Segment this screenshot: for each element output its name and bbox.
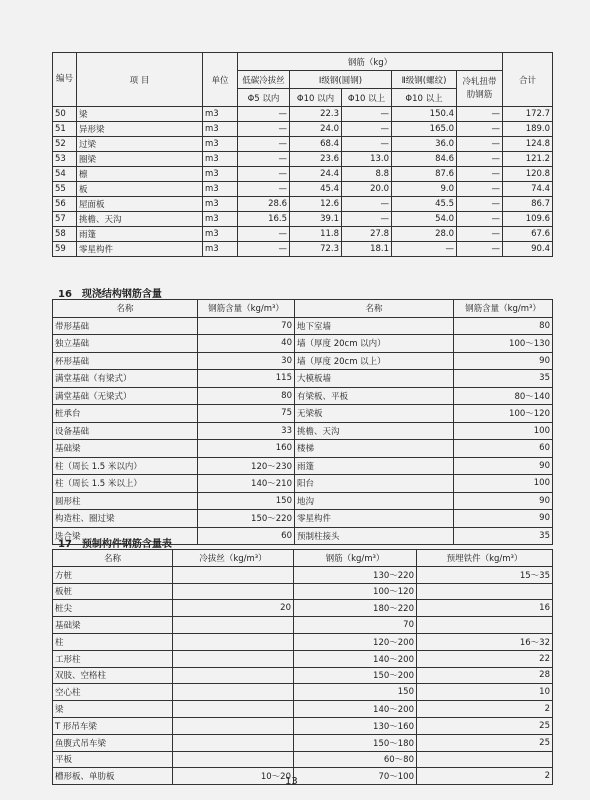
sub-header-phi10-above: Φ10 以上: [342, 89, 392, 107]
table-cell: 35: [454, 527, 553, 545]
table-cell: 槽形板、单肋板: [53, 768, 173, 785]
table-cell: 10: [417, 684, 553, 701]
table-cell: —: [457, 167, 503, 182]
table-cell: 地沟: [295, 492, 454, 510]
table-cell: 过梁: [77, 137, 203, 152]
table-cell: —: [342, 122, 392, 137]
col-header-cold-drawn: 冷拔丝（kg/m³）: [173, 550, 294, 567]
table-cell: 140～210: [198, 475, 295, 493]
table-cell: 58: [53, 227, 77, 242]
table-cell: 2: [417, 768, 553, 785]
table-row: [53, 152, 553, 167]
table-cell: [417, 751, 553, 768]
table-cell: —: [457, 107, 503, 122]
table-cell: 选合梁: [53, 527, 198, 545]
table-cell: 异形梁: [77, 122, 203, 137]
table-cell: 150.4: [392, 107, 457, 122]
table-cell: 阳台: [295, 475, 454, 493]
table-cell: —: [457, 137, 503, 152]
table-cell: 189.0: [503, 122, 553, 137]
table-cell: 楼梯: [295, 440, 454, 458]
col-header-no: 编号: [53, 53, 77, 107]
table-cell: 120.8: [503, 167, 553, 182]
table-cell: 挑檐、天沟: [295, 422, 454, 440]
table-cell: 56: [53, 197, 77, 212]
table-cell: 45.4: [290, 182, 342, 197]
table-cell: 121.2: [503, 152, 553, 167]
table-cell: 鱼腹式吊车梁: [53, 734, 173, 751]
table-cell: 零星构件: [295, 510, 454, 528]
table-cell: 基础梁: [53, 440, 198, 458]
table-cell: 雨篷: [77, 227, 203, 242]
table-cell: —: [457, 212, 503, 227]
col-header-rebar-content: 钢筋含量（kg/m³）: [198, 300, 295, 318]
table-cell: [173, 734, 294, 751]
table-cell: —: [238, 122, 290, 137]
table-cell: —: [457, 182, 503, 197]
table-cell: 35: [454, 370, 553, 388]
table-cell: 72.3: [290, 242, 342, 257]
table-cell: m3: [203, 227, 238, 242]
table-cell: 180～220: [294, 600, 417, 617]
table-cell: [173, 633, 294, 650]
table-cell: 墙（厚度 20cm 以内）: [295, 335, 454, 353]
table-cell: [173, 701, 294, 718]
table-row: [53, 317, 553, 335]
table-row: [53, 650, 553, 667]
table-cell: —: [238, 107, 290, 122]
table-row: [53, 387, 553, 405]
table-cell: 桩承台: [53, 405, 198, 423]
table-cell: 8.8: [342, 167, 392, 182]
table-cell: 雨篷: [295, 457, 454, 475]
table-cell: 无梁板: [295, 405, 454, 423]
col-header-item: 项 目: [77, 53, 203, 107]
table-cell: 60: [454, 440, 553, 458]
table-cell: 预制柱接头: [295, 527, 454, 545]
table-cell: [173, 617, 294, 634]
table-cell: 100: [454, 422, 553, 440]
table-cell: 空心柱: [53, 684, 173, 701]
table-cell: 115: [198, 370, 295, 388]
table-cell: —: [342, 197, 392, 212]
sub-header-phi5: Φ5 以内: [238, 89, 290, 107]
table-cell: 10～20: [173, 768, 294, 785]
table-cell: 68.4: [290, 137, 342, 152]
table-cell: [417, 617, 553, 634]
page-number: 13: [285, 776, 298, 787]
table-cell: —: [342, 107, 392, 122]
table-cell: 100～120: [454, 405, 553, 423]
table-cell: 9.0: [392, 182, 457, 197]
table-row: [53, 633, 553, 650]
table-cell: 独立基础: [53, 335, 198, 353]
table-cell: —: [238, 137, 290, 152]
table-cell: 工形柱: [53, 650, 173, 667]
table-row: [53, 242, 553, 257]
table-cell: 檩: [77, 167, 203, 182]
table-cell: 地下室墙: [295, 317, 454, 335]
table-cell: 80～140: [454, 387, 553, 405]
col-header-rebar-content-2: 钢筋含量（kg/m³）: [454, 300, 553, 318]
table-cell: 74.4: [503, 182, 553, 197]
table-cell: 70: [294, 617, 417, 634]
table-cell: 28: [417, 667, 553, 684]
table-cell: 109.6: [503, 212, 553, 227]
table-cell: 90.4: [503, 242, 553, 257]
table-cell: m3: [203, 167, 238, 182]
table-cell: 方桩: [53, 566, 173, 583]
table-cell: 22: [417, 650, 553, 667]
table-row: [53, 475, 553, 493]
table-cell: 屋面板: [77, 197, 203, 212]
col-header-cold-rolled: 冷轧扭带肋钢筋: [457, 71, 503, 107]
table-cell: 28.0: [392, 227, 457, 242]
table-cell: 51: [53, 122, 77, 137]
table-cell: 52: [53, 137, 77, 152]
table-cell: 36.0: [392, 137, 457, 152]
table-row: [53, 510, 553, 528]
table-row: [53, 717, 553, 734]
table-cell: 54.0: [392, 212, 457, 227]
table-row: [53, 566, 553, 583]
table-cell: m3: [203, 212, 238, 227]
col-header-name: 名称: [53, 550, 173, 567]
table-cell: 有梁板、平板: [295, 387, 454, 405]
table-cell: [173, 667, 294, 684]
table-cell: 86.7: [503, 197, 553, 212]
table-cell: 25: [417, 734, 553, 751]
table-cell: [173, 751, 294, 768]
table-row: [53, 370, 553, 388]
table-cell: 满堂基础（有梁式）: [53, 370, 198, 388]
table-cell: m3: [203, 137, 238, 152]
table-cell: 20: [173, 600, 294, 617]
table-cell: 70～100: [294, 768, 417, 785]
table-cell: 挑檐、天沟: [77, 212, 203, 227]
table-cell: 25: [417, 717, 553, 734]
table-row: [53, 335, 553, 353]
table-cell: 杯形基础: [53, 352, 198, 370]
table-cell: [417, 583, 553, 600]
cast-in-place-rebar-table: [52, 299, 553, 545]
table-cell: 150: [198, 492, 295, 510]
table-cell: 零星构件: [77, 242, 203, 257]
table-cell: 40: [198, 335, 295, 353]
table-cell: 150: [294, 684, 417, 701]
col-header-rebar: 钢筋（kg）: [238, 53, 503, 71]
table-row: [53, 440, 553, 458]
table-cell: 90: [454, 492, 553, 510]
table-cell: 130～160: [294, 717, 417, 734]
table-cell: 100～120: [294, 583, 417, 600]
table-cell: 150～200: [294, 667, 417, 684]
col-header-grade2: Ⅱ级钢(螺纹): [392, 71, 457, 89]
col-header-name-2: 名称: [295, 300, 454, 318]
table-cell: 16～32: [417, 633, 553, 650]
sub-header-phi10-above-g2: Φ10 以上: [392, 89, 457, 107]
table-row: [53, 422, 553, 440]
table-cell: 70: [198, 317, 295, 335]
table-cell: 22.3: [290, 107, 342, 122]
table-cell: 柱: [53, 633, 173, 650]
table-cell: —: [457, 227, 503, 242]
table-cell: [173, 717, 294, 734]
table-cell: 140～200: [294, 650, 417, 667]
precast-rebar-table: [52, 549, 553, 785]
table-row: [53, 167, 553, 182]
table-cell: 124.8: [503, 137, 553, 152]
table-row: [53, 734, 553, 751]
table-row: [53, 405, 553, 423]
table-cell: 33: [198, 422, 295, 440]
table-row: [53, 122, 553, 137]
table-cell: 梁: [53, 701, 173, 718]
table-cell: 构造柱、圈过梁: [53, 510, 198, 528]
table-cell: 90: [454, 352, 553, 370]
table-cell: T 形吊车梁: [53, 717, 173, 734]
table-cell: 80: [454, 317, 553, 335]
table-cell: 20.0: [342, 182, 392, 197]
table-cell: 120～230: [198, 457, 295, 475]
table-cell: 84.6: [392, 152, 457, 167]
table-cell: 100～130: [454, 335, 553, 353]
table-row: [53, 492, 553, 510]
table-cell: —: [457, 152, 503, 167]
table-cell: 160: [198, 440, 295, 458]
table-cell: 柱（周长 1.5 米以内）: [53, 457, 198, 475]
table-row: [53, 583, 553, 600]
table-cell: m3: [203, 122, 238, 137]
table-cell: 120～200: [294, 633, 417, 650]
table-cell: 67.6: [503, 227, 553, 242]
table-row: [53, 197, 553, 212]
table-cell: 11.8: [290, 227, 342, 242]
table-cell: 双肢、空格柱: [53, 667, 173, 684]
table-cell: m3: [203, 197, 238, 212]
section-16-title: 16 现浇结构钢筋含量: [58, 289, 162, 300]
table-cell: 2: [417, 701, 553, 718]
table-row: [53, 182, 553, 197]
table-cell: 172.7: [503, 107, 553, 122]
section-17-title: 17 预制构件钢筋含量表: [58, 539, 172, 550]
table-row: [53, 352, 553, 370]
table-cell: m3: [203, 242, 238, 257]
table-cell: [173, 583, 294, 600]
table-row: [53, 667, 553, 684]
col-header-rebar: 钢筋（kg/m³）: [294, 550, 417, 567]
table-cell: 27.8: [342, 227, 392, 242]
table-row: [53, 751, 553, 768]
table-row: [53, 701, 553, 718]
table-cell: 柱（周长 1.5 米以上）: [53, 475, 198, 493]
table-cell: [173, 650, 294, 667]
table-cell: 圈梁: [77, 152, 203, 167]
col-header-name: 名称: [53, 300, 198, 318]
rebar-by-item-table: [52, 52, 553, 257]
col-header-low-carbon: 低碳冷拔丝: [238, 71, 290, 89]
table-cell: 墙（厚度 20cm 以上）: [295, 352, 454, 370]
table-cell: 18.1: [342, 242, 392, 257]
table-cell: 15～35: [417, 566, 553, 583]
table-cell: m3: [203, 107, 238, 122]
table-cell: 满堂基础（无梁式）: [53, 387, 198, 405]
table-cell: —: [457, 197, 503, 212]
table-row: [53, 227, 553, 242]
table-cell: —: [342, 212, 392, 227]
table-cell: 设备基础: [53, 422, 198, 440]
table-cell: 130～220: [294, 566, 417, 583]
table-cell: 60: [198, 527, 295, 545]
table-cell: 90: [454, 457, 553, 475]
table-cell: 50: [53, 107, 77, 122]
table-cell: 24.4: [290, 167, 342, 182]
table-cell: 55: [53, 182, 77, 197]
table-row: [53, 684, 553, 701]
table-cell: 60～80: [294, 751, 417, 768]
table-cell: [173, 684, 294, 701]
table-cell: 100: [454, 475, 553, 493]
col-header-embedded: 预埋铁件（kg/m³）: [417, 550, 553, 567]
table-cell: 90: [454, 510, 553, 528]
table-cell: 基础梁: [53, 617, 173, 634]
table-cell: m3: [203, 152, 238, 167]
table-cell: 板: [77, 182, 203, 197]
table-cell: 梁: [77, 107, 203, 122]
table-row: [53, 768, 553, 785]
table-cell: 23.6: [290, 152, 342, 167]
table-cell: 28.6: [238, 197, 290, 212]
table-cell: 75: [198, 405, 295, 423]
table-row: [53, 457, 553, 475]
table-cell: 平板: [53, 751, 173, 768]
table-cell: 大模板墙: [295, 370, 454, 388]
table-cell: 53: [53, 152, 77, 167]
table-cell: 12.6: [290, 197, 342, 212]
table-cell: 57: [53, 212, 77, 227]
table-cell: [173, 566, 294, 583]
table-cell: 30: [198, 352, 295, 370]
table-cell: 带形基础: [53, 317, 198, 335]
table-row: [53, 617, 553, 634]
table-row: [53, 107, 553, 122]
table-cell: —: [238, 167, 290, 182]
table-cell: 13.0: [342, 152, 392, 167]
col-header-grade1: Ⅰ级钢(圆钢): [290, 71, 392, 89]
table-cell: 150～180: [294, 734, 417, 751]
table-row: [53, 137, 553, 152]
table-cell: 54: [53, 167, 77, 182]
table-cell: 圆形柱: [53, 492, 198, 510]
table-cell: —: [238, 152, 290, 167]
table-cell: m3: [203, 182, 238, 197]
sub-header-phi10-within: Φ10 以内: [290, 89, 342, 107]
table-cell: 140～200: [294, 701, 417, 718]
table-cell: —: [457, 242, 503, 257]
table-row: [53, 212, 553, 227]
table-cell: 桩尖: [53, 600, 173, 617]
table-cell: —: [457, 122, 503, 137]
table-cell: —: [342, 137, 392, 152]
table-cell: 87.6: [392, 167, 457, 182]
table-cell: 16: [417, 600, 553, 617]
table-cell: —: [238, 182, 290, 197]
table-cell: 39.1: [290, 212, 342, 227]
table-cell: 165.0: [392, 122, 457, 137]
table-cell: 板桩: [53, 583, 173, 600]
table-cell: 59: [53, 242, 77, 257]
table-cell: 150～220: [198, 510, 295, 528]
table-cell: 24.0: [290, 122, 342, 137]
col-header-total: 合计: [503, 53, 553, 107]
table-cell: —: [238, 227, 290, 242]
table-cell: 45.5: [392, 197, 457, 212]
table-row: [53, 600, 553, 617]
table-cell: —: [238, 242, 290, 257]
table-cell: 80: [198, 387, 295, 405]
table-cell: 16.5: [238, 212, 290, 227]
table-cell: —: [392, 242, 457, 257]
col-header-unit: 单位: [203, 53, 238, 107]
